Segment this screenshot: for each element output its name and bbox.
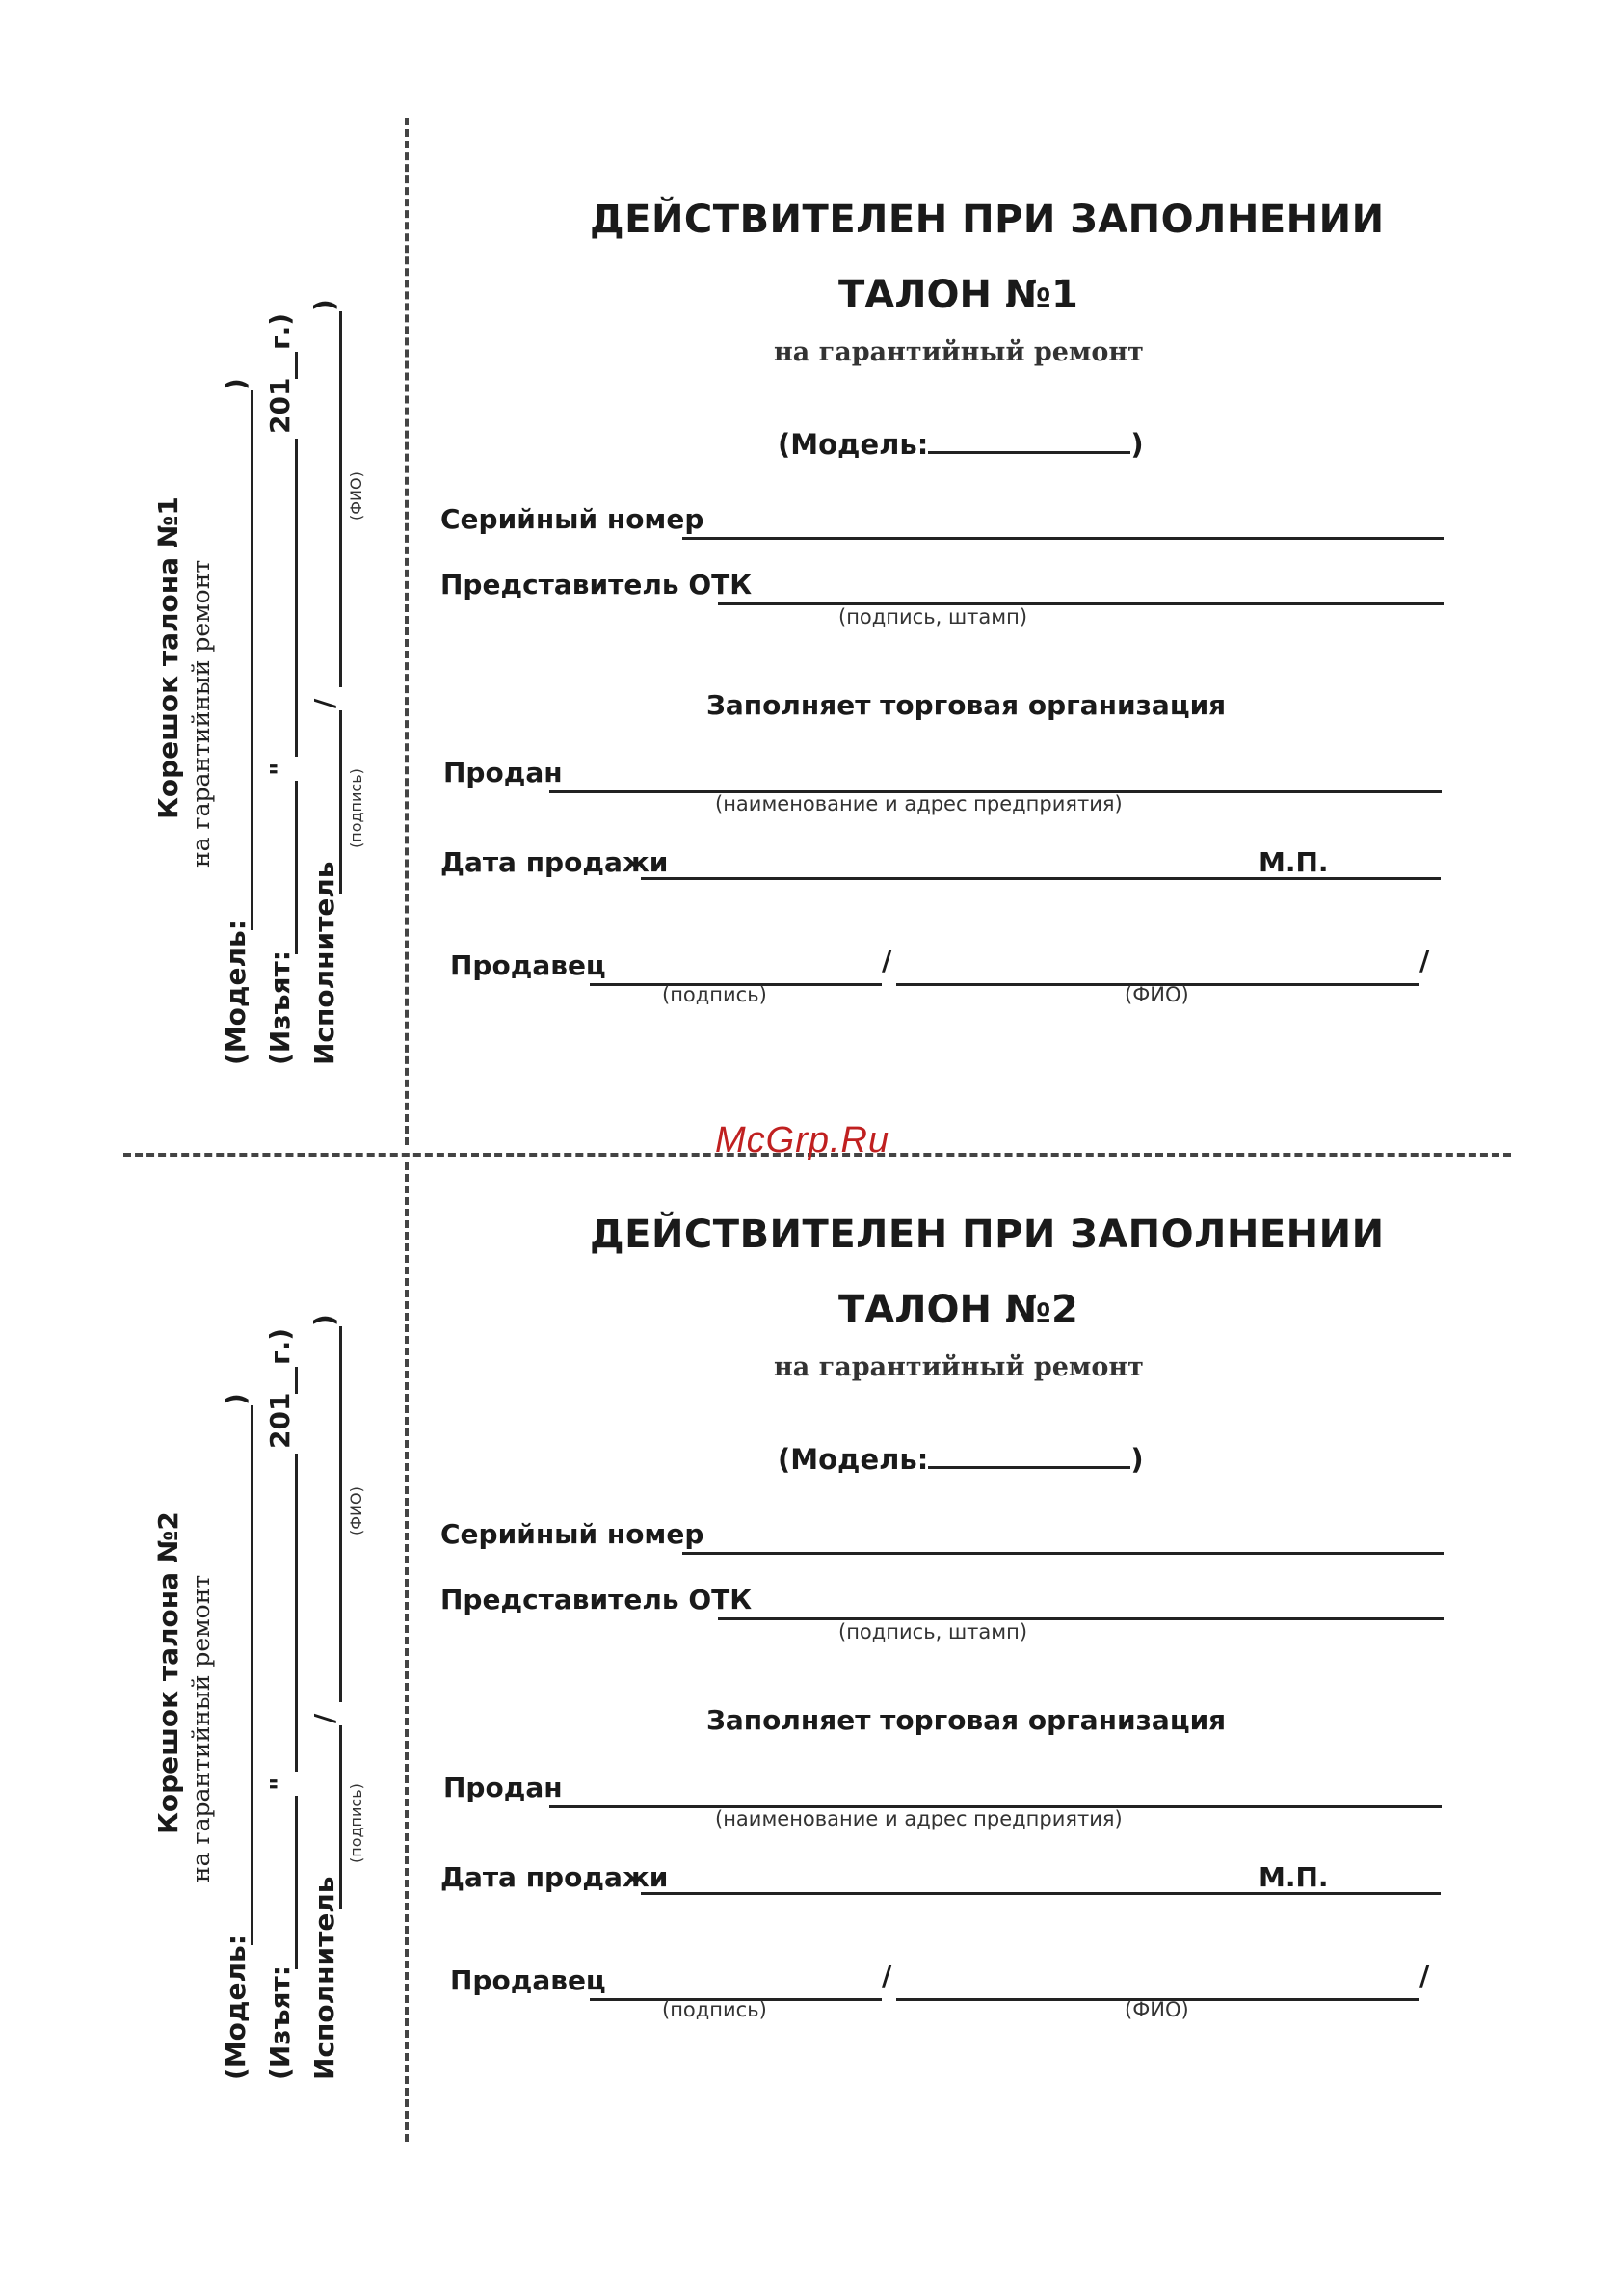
org-heading: Заполняет торговая организация (706, 689, 1227, 721)
stub-taken-month-field[interactable] (295, 439, 298, 757)
sold-label: Продан (443, 1772, 563, 1803)
model-blank[interactable] (928, 1441, 1130, 1469)
org-heading: Заполняет торговая организация (706, 1704, 1227, 1736)
stub-executor-sign-field[interactable] (339, 1725, 342, 1909)
stub-name-note: (ФИО) (347, 1486, 365, 1535)
otk-field[interactable] (718, 1617, 1444, 1620)
stub-model-field[interactable] (251, 390, 253, 930)
seller-slash-2: / (1419, 945, 1430, 976)
seller-sign-note: (подпись) (662, 983, 767, 1006)
stub-close: ) (308, 299, 340, 311)
watermark: McGrp.Ru (715, 1120, 890, 1161)
stub-taken-day-field[interactable] (295, 781, 298, 954)
stub-subtitle: на гарантийный ремонт (187, 559, 215, 868)
coupon-subtitle: на гарантийный ремонт (774, 1352, 1144, 1382)
model-blank[interactable] (928, 426, 1130, 454)
otk-label: Представитель ОТК (440, 1584, 753, 1615)
coupon-2 (0, 1015, 1618, 2080)
stub-executor-name-field[interactable] (339, 311, 342, 687)
seller-label: Продавец (450, 949, 606, 981)
seller-slash-2: / (1419, 1960, 1430, 1991)
model-field[interactable] (778, 426, 1144, 461)
stub-year-field[interactable] (295, 1367, 298, 1394)
seller-slash-1: / (882, 945, 892, 976)
seller-slash-1: / (882, 1960, 892, 1991)
otk-field[interactable] (718, 602, 1444, 605)
stub-year: 201 (264, 1392, 296, 1449)
otk-note: (подпись, штамп) (838, 1620, 1028, 1643)
stub-taken-day-field[interactable] (295, 1796, 298, 1969)
coupon-heading: ДЕЙСТВИТЕЛЕН ПРИ ЗАПОЛНЕНИИ (590, 198, 1385, 242)
seller-sign-note: (подпись) (662, 1998, 767, 2021)
stub-model-label: (Модель: (220, 920, 252, 1065)
stub-executor-label: Исполнитель (308, 861, 340, 1065)
stub-taken-month-field[interactable] (295, 1454, 298, 1772)
stub-year-suffix: г.) (264, 312, 296, 350)
stub-sign-note: (подпись) (347, 1783, 365, 1863)
stub-year-suffix: г.) (264, 1327, 296, 1365)
model-close-label: ) (1130, 1443, 1144, 1476)
stub-model-close: ) (220, 1393, 252, 1405)
stub-close: ) (308, 1314, 340, 1326)
model-close-label: ) (1130, 428, 1144, 461)
otk-label: Представитель ОТК (440, 569, 753, 601)
coupon-subtitle: на гарантийный ремонт (774, 337, 1144, 367)
stub-sign-note: (подпись) (347, 768, 365, 848)
stamp-label: М.П. (1259, 846, 1329, 878)
sale-date-label: Дата продажи (440, 846, 669, 878)
seller-name-note: (ФИО) (1125, 1998, 1189, 2021)
stub-quote: " (264, 761, 296, 776)
sold-note: (наименование и адрес предприятия) (715, 792, 1123, 815)
stub-taken-label: (Изъят: (264, 1965, 296, 2080)
sold-label: Продан (443, 757, 563, 788)
model-field[interactable] (778, 1441, 1144, 1476)
coupon-title: ТАЛОН №1 (838, 273, 1078, 317)
stub-subtitle: на гарантийный ремонт (187, 1574, 215, 1882)
model-open-label: (Модель: (778, 428, 929, 461)
serial-label: Серийный номер (440, 503, 704, 535)
model-open-label: (Модель: (778, 1443, 929, 1476)
coupon-title: ТАЛОН №2 (838, 1288, 1078, 1332)
stub-slash: / (308, 1713, 340, 1723)
stub-executor-sign-field[interactable] (339, 710, 342, 894)
sale-date-label: Дата продажи (440, 1861, 669, 1893)
otk-note: (подпись, штамп) (838, 605, 1028, 628)
stub-model-label: (Модель: (220, 1935, 252, 2080)
coupon-stub (145, 1290, 395, 2080)
coupon-stub (145, 275, 395, 1065)
stub-model-close: ) (220, 378, 252, 390)
serial-field[interactable] (682, 537, 1444, 540)
stamp-label: М.П. (1259, 1861, 1329, 1893)
serial-field[interactable] (682, 1552, 1444, 1555)
stub-title: Корешок талона №2 (152, 1511, 184, 1834)
coupon-heading: ДЕЙСТВИТЕЛЕН ПРИ ЗАПОЛНЕНИИ (590, 1213, 1385, 1257)
stub-year-field[interactable] (295, 352, 298, 379)
stub-name-note: (ФИО) (347, 471, 365, 521)
serial-label: Серийный номер (440, 1518, 704, 1550)
stub-year: 201 (264, 377, 296, 434)
stub-executor-name-field[interactable] (339, 1326, 342, 1702)
seller-label: Продавец (450, 1964, 606, 1996)
coupon-1 (0, 0, 1618, 1065)
stub-taken-label: (Изъят: (264, 950, 296, 1065)
stub-title: Корешок талона №1 (152, 496, 184, 819)
stub-quote: " (264, 1776, 296, 1791)
stub-model-field[interactable] (251, 1405, 253, 1945)
sold-note: (наименование и адрес предприятия) (715, 1807, 1123, 1830)
stub-slash: / (308, 698, 340, 708)
seller-name-note: (ФИО) (1125, 983, 1189, 1006)
stub-executor-label: Исполнитель (308, 1876, 340, 2080)
